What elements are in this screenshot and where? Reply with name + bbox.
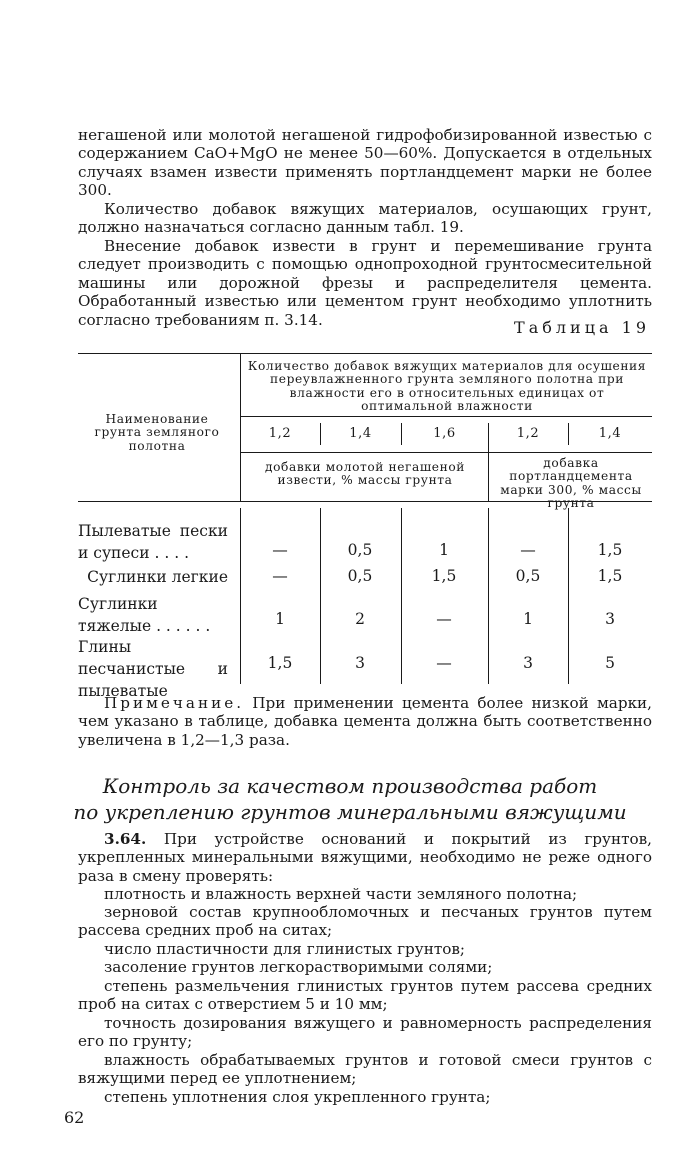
section-heading-line-1: Контроль за качеством производства работ [102, 774, 598, 798]
table-header-humidity-1: 1,2 [268, 426, 292, 441]
check-item [78, 1051, 652, 1088]
table-note [78, 694, 652, 749]
check-item [78, 977, 652, 1014]
table-cell-r3-c3: — [436, 610, 452, 628]
check-item-text: степень уплотнения слоя укрепленного грунта; [104, 1088, 491, 1106]
table-cell-r3-c5: 3 [605, 610, 615, 628]
check-item [78, 885, 652, 903]
table-header-soil-name: Наименование грунта земляного полотна [94, 412, 220, 453]
table-cell-r2-c2: 0,5 [347, 567, 373, 585]
table-cell-r2-c3: 1,5 [431, 567, 457, 585]
clause-3-64-intro [78, 830, 652, 885]
table-header-humidity-3: 1,6 [433, 426, 456, 441]
table-row-name-clay: Глины песчанистые и пылеватые [78, 638, 228, 700]
table-note-label: Примечание. [104, 694, 245, 712]
check-item [78, 940, 652, 958]
table-vrule-body-1 [320, 508, 321, 684]
table-cell-r2-c1: — [272, 567, 288, 585]
table-cell-r4-c3: — [436, 654, 452, 672]
paragraph-lime-requirements: негашеной или молотой негашеной гидрофобизированной известью с содержанием CaO+MgO не менее 50—60%. Допускается в отдельных случаях взамен извести применять портландцемент марки не более 300. [78, 126, 652, 200]
check-item [78, 1014, 652, 1051]
table-row-name-heavy-loam: Суглинки тяжелые . . . . . . [78, 595, 211, 635]
paragraph-additive-quantity [78, 200, 652, 237]
table-rule-under-humidity [240, 452, 652, 453]
table-cell-r1-c2: 0,5 [347, 541, 373, 559]
table-header-humidity-5: 1,4 [598, 426, 622, 441]
table-cell-r2-c4: 0,5 [515, 567, 541, 585]
section-heading-line-2: по укреплению грунтов минеральными вяжущими [73, 800, 627, 824]
clause-number: 3.64. [104, 830, 147, 848]
table-note-text: При применении цемента более низкой марки, чем указано в таблице, добавка цемента должна быть соответственно увеличена в 1,2—1,3 раза. [78, 694, 653, 749]
check-item-text: засоление грунтов легкорастворимыми солями; [104, 958, 493, 976]
table-cell-r1-c5: 1,5 [597, 541, 623, 559]
table-vrule-body-3 [488, 508, 489, 684]
table-header-cement-group: добавка портландцемента марки 300, % массы грунта [500, 456, 642, 511]
table-vrule-body-name [240, 508, 241, 684]
table-cell-r2-c5: 1,5 [597, 567, 623, 585]
table-cell-r4-c5: 5 [605, 654, 615, 672]
table-caption: Таблица 19 [514, 318, 650, 337]
check-item-text: степень размельчения глинистых грунтов путем рассева средних проб на ситах с отверстием 5 и 10 мм; [78, 977, 652, 1014]
table-header-humidity-4: 1,2 [516, 426, 540, 441]
table-cell-r3-c1: 1 [275, 610, 285, 628]
table-cell-r4-c1: 1,5 [267, 654, 293, 672]
table-cell-r4-c2: 3 [355, 654, 365, 672]
check-item-text: влажность обрабатываемых грунтов и готовой смеси грунтов с вяжущими перед ее уплотнением; [78, 1051, 652, 1088]
check-item [78, 1088, 518, 1106]
check-item-text: точность дозирования вяжущего и равномерность распределения его по грунту; [78, 1014, 652, 1051]
clause-intro-text: При устройстве оснований и покрытий из грунтов, укрепленных минеральными вяжущими, необходимо не реже одного раза в смену проверять: [78, 830, 652, 885]
paragraph-mixing-procedure [78, 237, 652, 329]
check-item-text: плотность и влажность верхней части земляного полотна; [104, 885, 578, 903]
table-cell-r3-c2: 2 [355, 610, 365, 628]
check-item-text: зерновой состав крупнообломочных и песчаных грунтов путем рассева средних проб на ситах; [78, 903, 652, 940]
table-cell-r4-c4: 3 [523, 654, 533, 672]
check-item-text: число пластичности для глинистых грунтов; [104, 940, 466, 958]
table-cell-r1-c4: — [520, 541, 536, 559]
check-item [78, 958, 652, 976]
table-cell-r1-c1: — [272, 541, 288, 559]
page-number: 62 [64, 1108, 85, 1127]
paragraph-additive-quantity-text: Количество добавок вяжущих материалов, осушающих грунт, должно назначаться согласно данным табл. 19. [78, 200, 652, 237]
table-vrule-body-2 [401, 508, 402, 684]
table-cell-r3-c4: 1 [523, 610, 533, 628]
table-header-quantity: Количество добавок вяжущих материалов для осушения переувлажненного грунта земляного полотна при влажности его в относительных единицах от оптимальной влажности [247, 359, 647, 414]
table-row-name-light-loam: Суглинки легкие [87, 568, 228, 586]
table-header-humidity-2: 1,4 [349, 426, 372, 441]
check-item [78, 903, 652, 940]
paragraph-mixing-procedure-text: Внесение добавок извести в грунт и перемешивание грунта следует производить с помощью однопроходной грунтосмесительной машины или дорожной фрезы и распределителя цемента. Обработанный известью или цементом грунт необходимо уплотнить согласно требованиям п. 3.14. [78, 237, 652, 329]
table-top-rule [78, 353, 652, 354]
table-vrule-body-4 [568, 508, 569, 684]
table-header-lime-group: добавки молотой негашеной извести, % массы грунта [264, 460, 465, 488]
table-row-name-sandy: Пылеватые пески и супеси . . . . [78, 522, 228, 562]
table-rule-under-top-header [240, 416, 652, 417]
table-cell-r1-c3: 1 [439, 541, 449, 559]
